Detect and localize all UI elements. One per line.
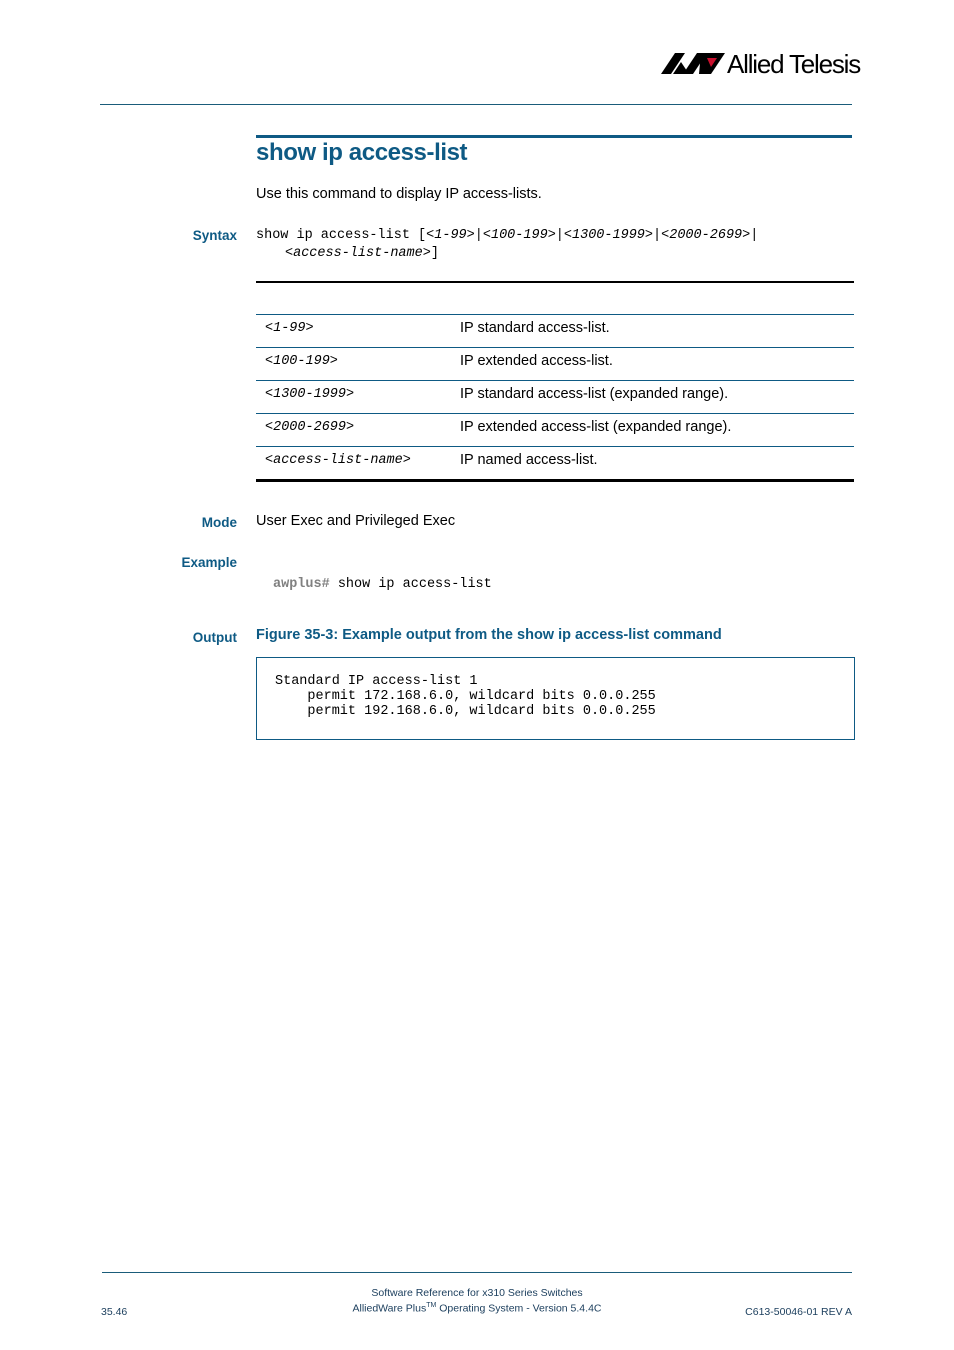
description: Use this command to display IP access-lists. bbox=[256, 186, 542, 202]
table-header-space bbox=[256, 283, 854, 314]
doc-id: C613-50046-01 REV A bbox=[745, 1306, 852, 1318]
logo-text: Allied Telesis bbox=[727, 49, 861, 79]
mode-value: User Exec and Privileged Exec bbox=[256, 513, 456, 529]
param-description: IP standard access-list. bbox=[460, 320, 610, 336]
header-rule bbox=[100, 104, 852, 105]
syntax-line-1: show ip access-list [<1-99>|<100-199>|<1300-1999>|<2000-2699>| bbox=[256, 228, 759, 243]
output-label: Output bbox=[192, 630, 237, 645]
footer-rule bbox=[102, 1272, 852, 1273]
param-name: <access-list-name> bbox=[265, 453, 411, 468]
example-command bbox=[273, 577, 492, 592]
param-description: IP named access-list. bbox=[460, 452, 598, 468]
footer-title: Software Reference for x310 Series Switches bbox=[371, 1287, 583, 1299]
syntax-param: 100-199 bbox=[490, 228, 548, 243]
title-bar bbox=[256, 135, 852, 138]
param-name: <1-99> bbox=[265, 321, 314, 336]
allied-telesis-logo bbox=[661, 49, 861, 80]
cli-prompt: awplus# bbox=[273, 577, 330, 592]
table-row bbox=[256, 347, 854, 380]
parameter-table bbox=[256, 281, 854, 482]
page-number: 35.46 bbox=[101, 1306, 128, 1318]
param-name: <1300-1999> bbox=[265, 387, 355, 402]
syntax-param: 2000-2699 bbox=[669, 228, 743, 243]
cli-command: show ip access-list bbox=[337, 577, 492, 592]
param-description: IP extended access-list (expanded range). bbox=[460, 419, 732, 435]
table-row bbox=[256, 413, 854, 446]
example-label: Example bbox=[181, 555, 237, 570]
syntax-label: Syntax bbox=[192, 228, 237, 243]
param-description: IP extended access-list. bbox=[460, 353, 613, 369]
syntax-line-2: <access-list-name>] bbox=[285, 246, 439, 261]
table-bottom-rule bbox=[256, 479, 854, 482]
figure-caption: Figure 35-3: Example output from the show ip access-list command bbox=[256, 627, 722, 643]
syntax-param: 1-99 bbox=[434, 228, 467, 243]
page-title: show ip access-list bbox=[256, 139, 468, 166]
table-row bbox=[256, 380, 854, 413]
footer-product: AlliedWare Plus™ Operating System - Version 5.4.4C bbox=[352, 1302, 602, 1315]
mode-label: Mode bbox=[201, 515, 237, 530]
table-row bbox=[256, 446, 854, 479]
trademark: TM bbox=[426, 1302, 437, 1309]
output-text: Standard IP access-list 1 permit 172.168.6.0, wildcard bits 0.0.0.255 permit 192.168.6.0, wildcard bits 0.0.0.255 bbox=[275, 674, 656, 719]
param-description: IP standard access-list (expanded range). bbox=[460, 386, 729, 402]
syntax-param: access-list-name bbox=[293, 246, 423, 261]
syntax-command: show ip access-list bbox=[256, 228, 410, 243]
logo-mark-icon bbox=[661, 50, 725, 76]
output-box bbox=[256, 657, 855, 740]
syntax-param: 1300-1999 bbox=[572, 228, 645, 243]
table-row bbox=[256, 314, 854, 347]
param-name: <100-199> bbox=[265, 354, 338, 369]
param-name: <2000-2699> bbox=[265, 420, 355, 435]
